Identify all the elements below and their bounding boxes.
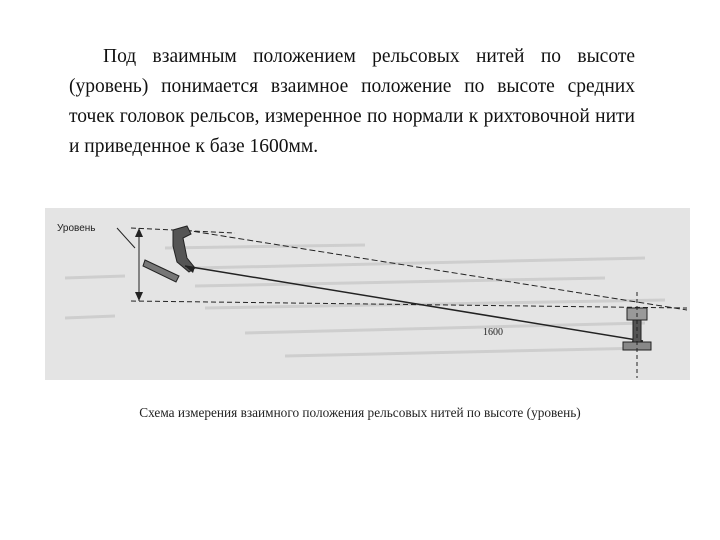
- body-paragraph: [69, 42, 635, 162]
- upper-diagonal-line: [185, 230, 687, 310]
- left-rail: [143, 226, 195, 282]
- level-label: Уровень: [57, 223, 96, 234]
- diagram-drawing: [45, 208, 690, 380]
- track-level-diagram: [45, 208, 690, 380]
- figure-caption: Схема измерения взаимного положения рельсовых нитей по высоте (уровень): [139, 405, 581, 420]
- base-label: 1600: [483, 327, 503, 338]
- paragraph-text: Под взаимным положением рельсовых нитей по высоте (уровень) понимается взаимное положение по высоте средних точек головок рельсов, измеренное по нормали к рихтовочной нити и приведенное к базе 1600мм.: [69, 46, 635, 157]
